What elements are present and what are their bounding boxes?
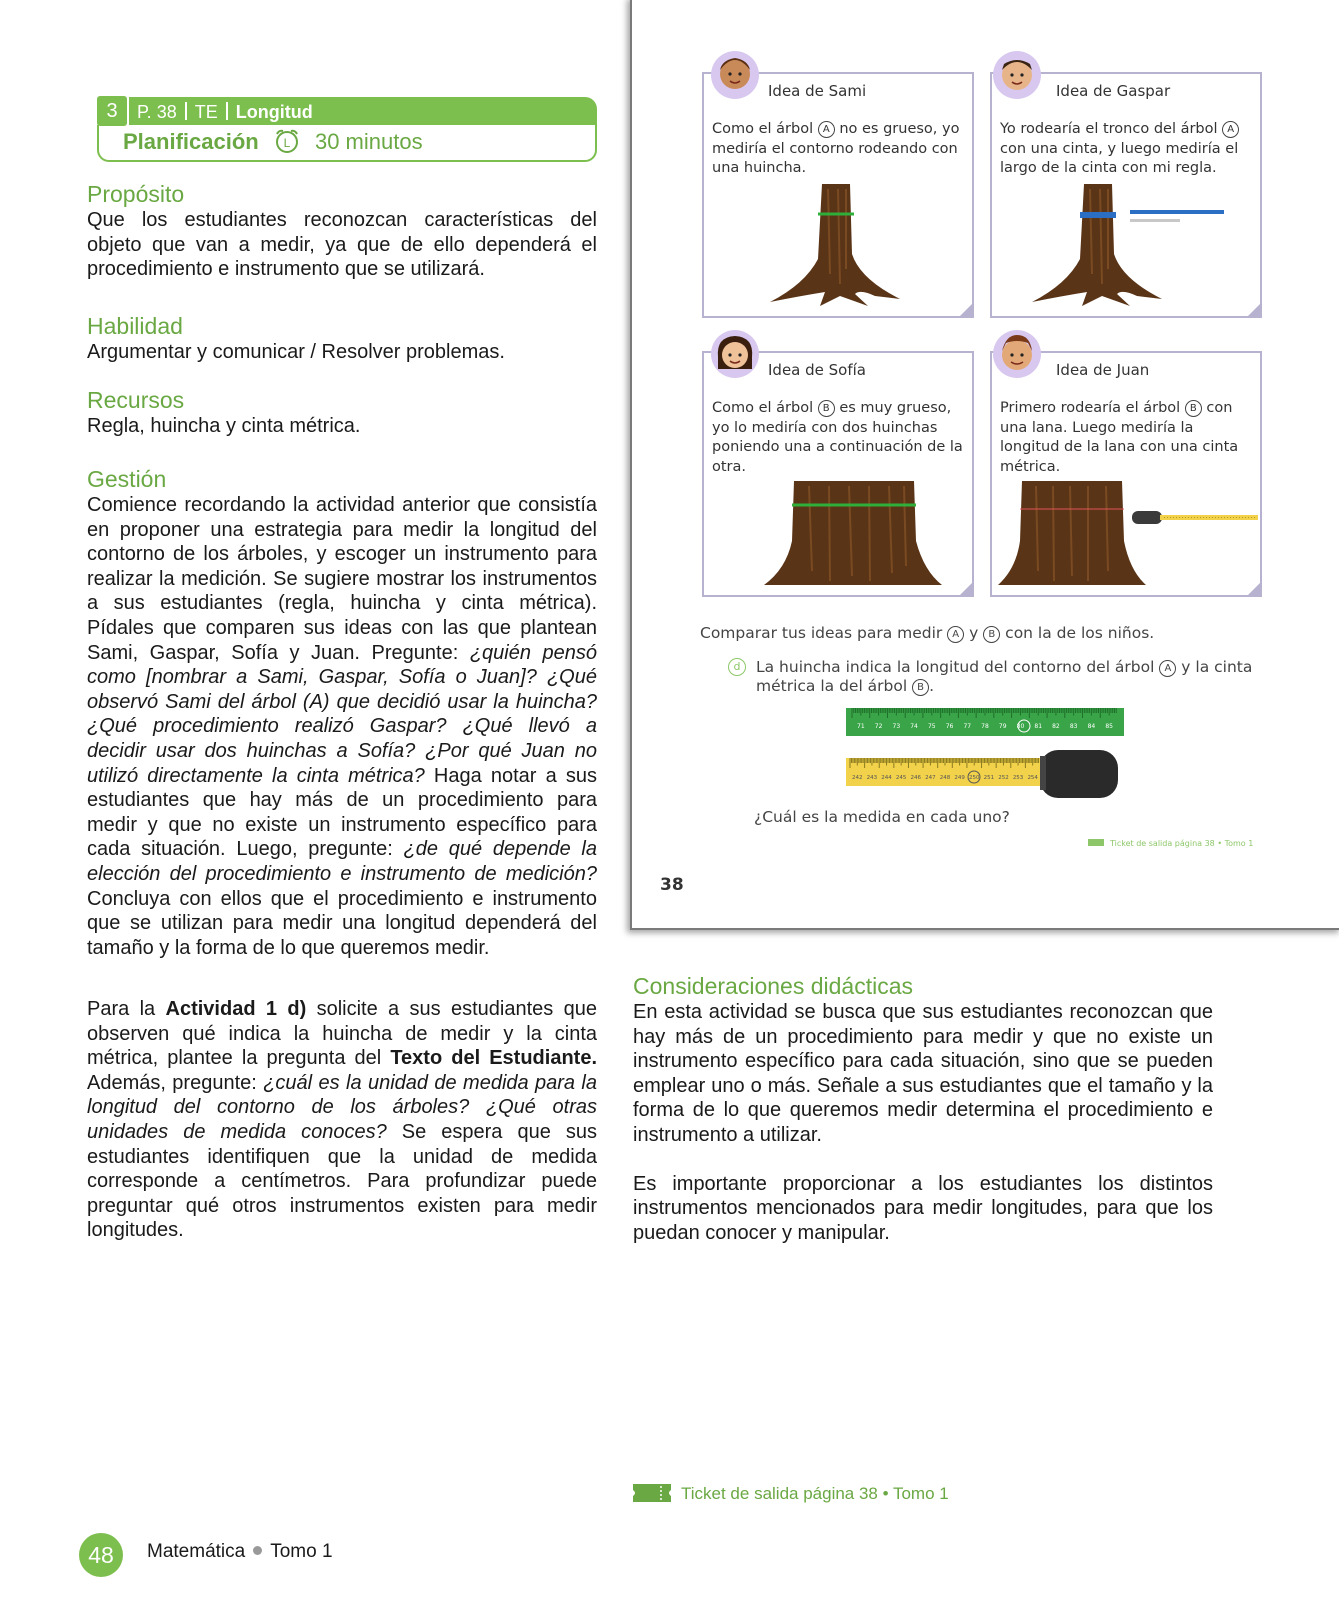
actividad-b2: Texto del Estudiante. (390, 1047, 597, 1070)
lesson-number: 3 (97, 96, 127, 126)
footer (147, 1541, 333, 1563)
actividad-t4: Se espera que sus estudiantes identifiquen que la unidad de medida corresponde a centímetros. Para profundizar puede preguntar qué otros instrumentos existen para medir longitudes. (87, 1120, 597, 1242)
page-number-badge: 48 (79, 1533, 123, 1577)
ruler-tick-label: 81 (1034, 723, 1043, 730)
tree-trunk-thick (998, 481, 1148, 589)
tree-trunk-thin (1022, 184, 1172, 309)
card-title: Idea de Sami (768, 82, 867, 100)
ruler-tick-label: 254 (1027, 775, 1038, 781)
recursos-title: Recursos (87, 387, 185, 413)
tape-measure-icon (1132, 509, 1260, 527)
item-t1: La huincha indica la longitud del contorno del árbol (756, 658, 1160, 676)
habilidad-text: Argumentar y comunicar / Resolver problemas. (87, 341, 505, 363)
textbook-ticket (1088, 839, 1253, 848)
consideraciones-p1: En esta actividad se busca que sus estudiantes reconozcan que hay más de un procedimiento para medir y que no existe un instrumento específico para cada situación, sino que se pueden emplear uno o más. Señale a sus estudiantes que el tamaño y la forma de lo que queremos medir determina el procedimiento e instrumento a utilizar. (633, 1001, 1213, 1146)
actividad-text (87, 997, 597, 1243)
page-fold (958, 302, 974, 318)
card-text (712, 120, 968, 179)
proposito-text: Que los estudiantes reconozcan características del objeto que van a medir, ya que de ello dependerá el procedimiento e instrumento que se utilizará. (87, 209, 597, 281)
recursos-section (87, 386, 597, 439)
tree-label-circle: B (1185, 400, 1202, 417)
card-text (1000, 120, 1256, 179)
ruler-tick-label: 242 (852, 775, 863, 781)
planning-label: Planificación (123, 129, 259, 154)
tree-trunk-thick (764, 481, 944, 589)
idea-card-sami (702, 72, 974, 318)
card-text (1000, 399, 1256, 477)
habilidad-title: Habilidad (87, 313, 183, 339)
tree-label-circle: A (1222, 121, 1239, 138)
ruler-tick-label: 248 (939, 775, 951, 781)
idea-card-juan (990, 351, 1262, 597)
page-fold (1246, 302, 1262, 318)
footer-subject: Matemática (147, 1541, 246, 1562)
lesson-header (97, 96, 597, 162)
ruler-tick-label: 83 (1069, 723, 1078, 730)
actividad-section (87, 997, 597, 1243)
ruler-tick-label: 73 (892, 723, 901, 730)
ruler-tick-label: 245 (895, 775, 907, 781)
consideraciones-title: Consideraciones didácticas (633, 973, 913, 999)
ruler-tick-label: 243 (866, 775, 878, 781)
tree-label-circle: B (983, 626, 1000, 643)
exit-ticket-text: Ticket de salida página 38 • Tomo 1 (681, 1484, 949, 1503)
card-text-part: Yo rodearía el tronco del árbol (1000, 121, 1223, 137)
proposito-title: Propósito (87, 181, 185, 207)
consideraciones-section (633, 972, 1213, 1245)
recursos-text: Regla, huincha y cinta métrica. (87, 415, 361, 437)
gestion-title: Gestión (87, 466, 167, 492)
tree-label-circle: B (818, 400, 835, 417)
ruler-tick-label: 72 (874, 723, 883, 730)
textbook-page-number: 38 (660, 875, 684, 895)
ruler-tick-label: 74 (910, 723, 918, 730)
page-fold (958, 581, 974, 597)
actividad-q: ¿cuál es la unidad de medida para la longitud del contorno de los árboles? ¿Qué otras unidades de medida conoces? (87, 1071, 597, 1143)
ruler-tick-label: 85 (1105, 723, 1113, 730)
gestion-p1: Comience recordando la actividad anterior que consistía en proponer una estrategia para medir la longitud del contorno de los árboles, y escoger un instrumento para realizar la medición. Se sugiere mostrar los instrumentos a sus estudiantes (regla, huincha y cinta métrica). Pídales que comparen sus ideas con las que plantean Sami, Gaspar, Sofía y Juan. Pregunte: (87, 494, 597, 664)
sofia-avatar (710, 329, 760, 379)
item-d (728, 658, 1258, 696)
ticket-icon (633, 1484, 671, 1502)
ruler-tick-label: 77 (963, 723, 972, 730)
card-text-part: con una lana. Luego mediría la longitud de la lana con una cinta métrica. (1000, 400, 1239, 475)
sami-avatar (710, 50, 760, 100)
ruler-tick-label: 80 (1016, 723, 1025, 730)
actividad-t1: Para la (87, 998, 166, 1020)
ruler-tick-label: 84 (1087, 723, 1096, 730)
item-d-text (728, 658, 1258, 696)
yellow-tape-measure (846, 744, 1126, 804)
habilidad-section (87, 312, 597, 365)
gestion-q1: ¿quién pensó como [nombrar a Sami, Gaspar, Sofía o Juan]? ¿Qué observó Sami del árbol (A) que decidió usar la huincha? ¿Qué procedimiento realizó Gaspar? ¿Qué llevó a decidir usar dos huinchas a Sofía? ¿Por qué Juan no utilizó directamente la cinta métrica? (87, 641, 598, 787)
gaspar-avatar (992, 50, 1042, 100)
ruler-tick-label: 249 (954, 775, 965, 781)
ruler-tick-label: 244 (881, 775, 892, 781)
ruler-tick-label: 75 (927, 723, 936, 730)
gestion-q2: ¿de qué depende la elección del procedimiento e instrumento de medición? (87, 838, 597, 885)
page-ref: P. 38 (137, 102, 177, 122)
gestion-text (87, 493, 597, 960)
tree-trunk-thin (760, 184, 910, 309)
idea-card-sofia (702, 351, 974, 597)
textbook-ticket-text: Ticket de salida página 38 • Tomo 1 (1110, 839, 1254, 848)
planning-box (97, 125, 597, 162)
ruler-tick-label: 250 (968, 775, 980, 781)
actividad-b1: Actividad 1 d) (165, 998, 307, 1020)
card-text-part: no es grueso, yo mediría el contorno rodeando con una huincha. (712, 121, 960, 176)
ruler-tick-label: 76 (945, 723, 954, 730)
actividad-t2: solicite a sus estudiantes que observen qué indica la huincha de medir y la cinta métrica, plantee la pregunta del (87, 998, 598, 1070)
compare-t1: Comparar tus ideas para medir (700, 624, 948, 642)
page-fold (1246, 581, 1262, 597)
footer-volume: Tomo 1 (270, 1541, 333, 1562)
separator (185, 102, 187, 120)
lesson-topic: Longitud (235, 102, 313, 122)
card-text-part: Primero rodearía el árbol (1000, 400, 1185, 416)
item-t2: y la cinta métrica la del árbol (756, 658, 1253, 695)
lesson-type: TE (194, 102, 218, 122)
consideraciones-p2: Es importante proporcionar a los estudiantes los distintos instrumentos mencionados para medir longitudes, para que los puedan conocer y manipular. (633, 1172, 1213, 1244)
compare-t2: con la de los niños. (1000, 624, 1155, 642)
item-letter-badge: d (728, 658, 746, 676)
separator (226, 102, 228, 120)
card-text-part: es muy grueso, yo lo mediría con dos huinchas poniendo una a continuación de la otra. (712, 400, 963, 475)
measure-question: ¿Cuál es la medida en cada uno? (754, 808, 1010, 826)
svg-text:L: L (283, 136, 291, 150)
card-title: Idea de Gaspar (1056, 82, 1171, 100)
compare-instruction (700, 624, 1154, 643)
ruler-tick-label: 246 (910, 775, 922, 781)
card-text-part: Como el árbol (712, 121, 818, 137)
tree-label-circle: B (912, 679, 929, 696)
ruler-tick-label: 79 (998, 723, 1007, 730)
ruler-tick-label: 78 (981, 723, 989, 730)
tree-label-circle: A (818, 121, 835, 138)
exit-ticket (633, 1484, 949, 1504)
alarm-clock-icon (273, 127, 301, 155)
idea-card-gaspar (990, 72, 1262, 318)
card-title: Idea de Juan (1056, 361, 1150, 379)
lesson-bar (129, 97, 597, 125)
item-t3: . (929, 677, 935, 695)
card-text-part: Como el árbol (712, 400, 818, 416)
tree-label-circle: A (947, 626, 964, 643)
juan-avatar (992, 329, 1042, 379)
compare-y: y (964, 624, 984, 642)
green-measuring-tape (846, 708, 1124, 736)
gestion-p3: Concluya con ellos que el procedimiento e instrumento que se utilizan para medir una longitud dependerá del tamaño y la forma de lo que queremos medir. (87, 887, 597, 959)
ruler-tick-label: 82 (1052, 723, 1060, 730)
ribbon-and-ruler-icon (1130, 208, 1226, 226)
gestion-section (87, 465, 597, 960)
ruler-tick-label: 71 (857, 723, 865, 730)
ruler-tick-label: 253 (1012, 775, 1024, 781)
ruler-tick-label: 252 (998, 775, 1009, 781)
actividad-t3: Además, pregunte: (87, 1071, 264, 1094)
textbook-page-image (630, 0, 1339, 930)
card-text-part: con una cinta, y luego mediría el largo de la cinta con mi regla. (1000, 140, 1239, 176)
footer-dot (253, 1546, 262, 1555)
tree-label-circle: A (1159, 660, 1176, 677)
gestion-p2: Haga notar a sus estudiantes que hay más de un procedimiento para medir y que no existe un instrumento específico para cada situación. Luego, pregunte: (87, 764, 597, 861)
ruler-tick-label: 247 (925, 775, 936, 781)
duration: 30 minutos (314, 129, 423, 154)
card-title: Idea de Sofía (768, 361, 866, 379)
proposito-section (87, 180, 597, 282)
card-text (712, 399, 968, 477)
ruler-tick-label: 251 (983, 775, 995, 781)
ticket-icon (1088, 839, 1104, 846)
